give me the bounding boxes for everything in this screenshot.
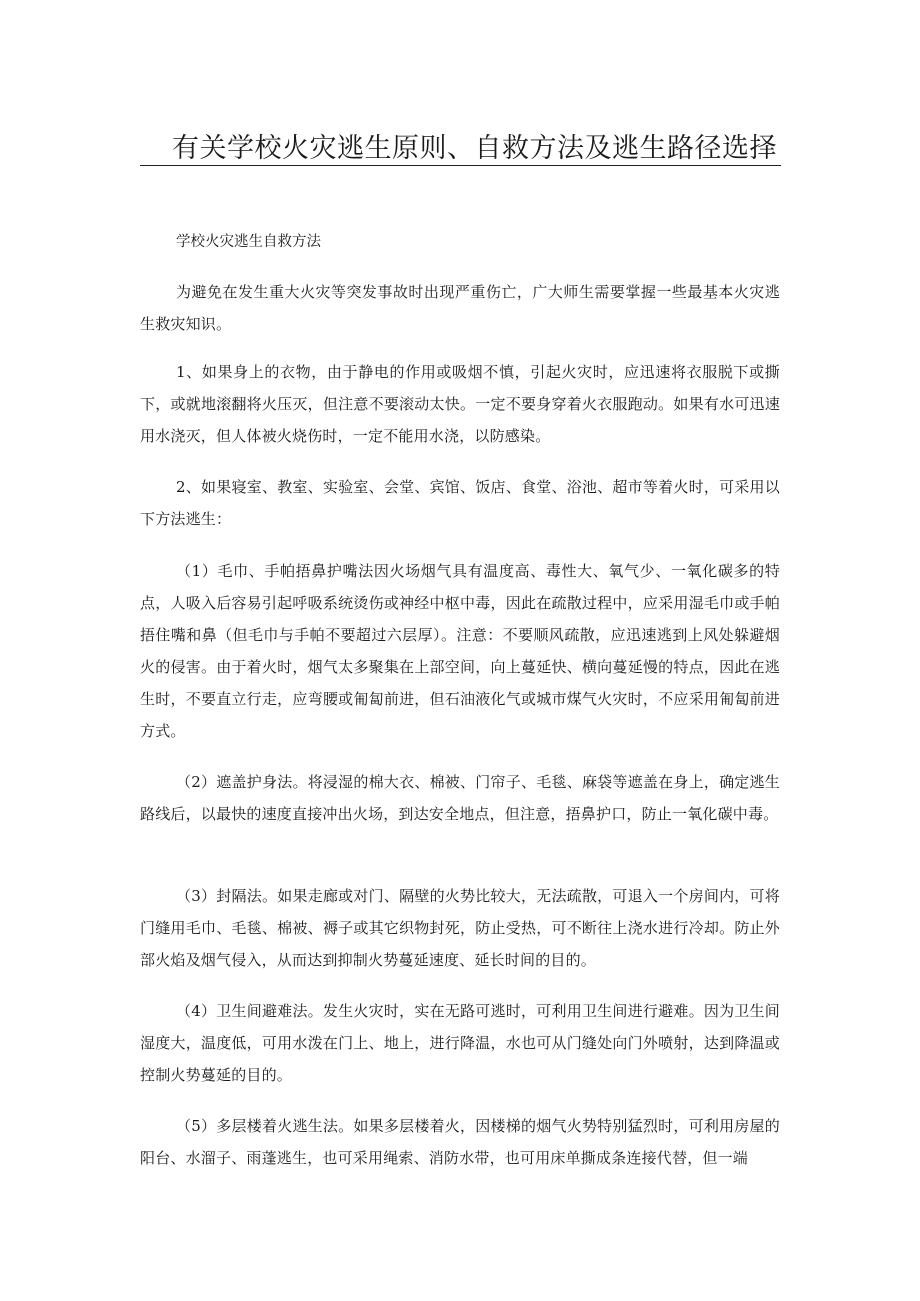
paragraph-method-5: （5）多层楼着火逃生法。如果多层楼着火，因楼梯的烟气火势特别猛烈时，可利用房屋的阳台、水溜子、雨蓬逃生，也可采用绳索、消防水带，也可用床单撕成条连接代替，但一端 xyxy=(140,1117,780,1167)
title-underline xyxy=(140,165,781,166)
paragraph-method-3: （3）封隔法。如果走廊或对门、隔壁的火势比较大，无法疏散，可退入一个房间内，可将门缝用毛巾、毛毯、棉被、褥子或其它织物封死，防止受热，可不断往上浇水进行冷却。防止外部火焰及烟气侵入，从而达到抑制火势蔓延速度、延长时间的目的。 xyxy=(140,887,780,969)
document-title: 有关学校火灾逃生原则、自救方法及逃生路径选择 xyxy=(172,133,777,164)
paragraph-method-4: （4）卫生间避难法。发生火灾时，实在无路可逃时，可利用卫生间进行避难。因为卫生间湿度大，温度低，可用水泼在门上、地上，进行降温，水也可从门缝处向门外喷射，达到降温或控制火势蔓延的目的。 xyxy=(140,1002,780,1084)
paragraph-method-2: （2）遮盖护身法。将浸湿的棉大衣、棉被、门帘子、毛毯、麻袋等遮盖在身上，确定逃生路线后，以最快的速度直接冲出火场，到达安全地点，但注意，捂鼻护口，防止一氧化碳中毒。 xyxy=(140,773,780,823)
paragraph-method-1: （1）毛巾、手帕捂鼻护嘴法因火场烟气具有温度高、毒性大、氧气少、一氧化碳多的特点，人吸入后容易引起呼吸系统烫伤或神经中枢中毒，因此在疏散过程中，应采用湿毛巾或手帕捂住嘴和鼻（但毛巾与手帕不要超过六层厚）。注意：不要顺风疏散，应迅速逃到上风处躲避烟火的侵害。由于着火时，烟气太多聚集在上部空间，向上蔓延快、横向蔓延慢的特点，因此在逃生时，不要直立行走，应弯腰或匍匐前进，但石油液化气或城市煤气火灾时，不应采用匍匐前进方式。 xyxy=(140,562,780,740)
section-heading: 学校火灾逃生自救方法 xyxy=(176,234,321,250)
paragraph-intro: 为避免在发生重大火灾等突发事故时出现严重伤亡，广大师生需要掌握一些最基本火灾逃生救灾知识。 xyxy=(140,283,780,333)
paragraph-item-1: 1、如果身上的衣物，由于静电的作用或吸烟不慎，引起火灾时，应迅速将衣服脱下或撕下，或就地滚翻将火压灭，但注意不要滚动太快。一定不要身穿着火衣服跑动。如果有水可迅速用水浇灭，但人体被火烧伤时，一定不能用水浇，以防感染。 xyxy=(140,363,780,445)
paragraph-item-2: 2、如果寝室、教室、实验室、会堂、宾馆、饭店、食堂、浴池、超市等着火时，可采用以下方法逃生： xyxy=(140,478,780,528)
